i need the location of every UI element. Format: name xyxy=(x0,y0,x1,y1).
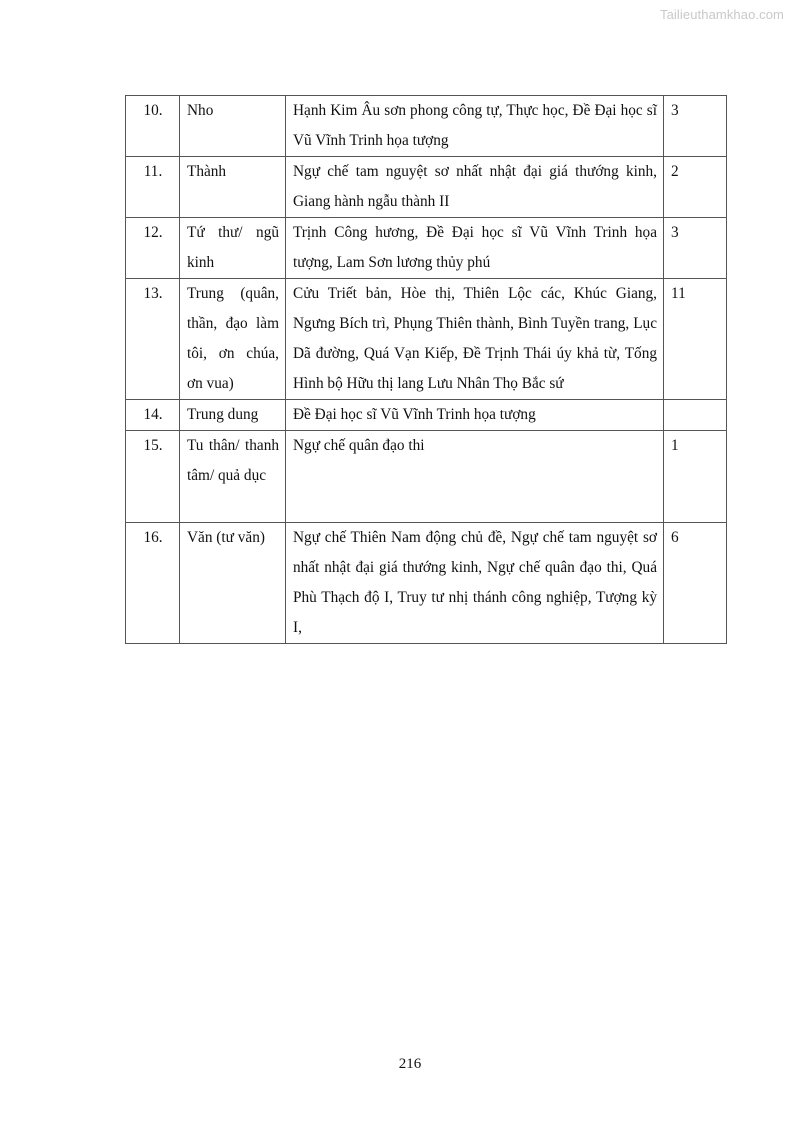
count-cell: 1 xyxy=(664,431,727,523)
count-cell xyxy=(664,400,727,431)
topic-cell: Trung dung xyxy=(180,400,286,431)
table-row xyxy=(126,96,727,157)
works-cell: Trịnh Công hương, Đề Đại học sĩ Vũ Vĩnh Trinh họa tượng, Lam Sơn lương thủy phú xyxy=(286,218,664,279)
count-cell: 3 xyxy=(664,96,727,157)
table-row xyxy=(126,523,727,644)
topic-cell: Văn (tư văn) xyxy=(180,523,286,644)
row-number: 14. xyxy=(126,400,180,431)
row-number: 12. xyxy=(126,218,180,279)
row-number: 16. xyxy=(126,523,180,644)
table-row xyxy=(126,279,727,400)
table-row xyxy=(126,218,727,279)
topic-cell: Tứ thư/ ngũ kinh xyxy=(180,218,286,279)
table-row xyxy=(126,400,727,431)
works-cell: Đề Đại học sĩ Vũ Vĩnh Trinh họa tượng xyxy=(286,400,664,431)
row-number: 11. xyxy=(126,157,180,218)
count-cell: 2 xyxy=(664,157,727,218)
topic-cell: Thành xyxy=(180,157,286,218)
count-cell: 3 xyxy=(664,218,727,279)
watermark: Tailieuthamkhao.com xyxy=(659,7,784,22)
row-number: 10. xyxy=(126,96,180,157)
row-number: 15. xyxy=(126,431,180,523)
topic-cell: Trung (quân, thần, đạo làm tôi, ơn chúa, ơn vua) xyxy=(180,279,286,400)
works-cell: Cửu Triết bản, Hòe thị, Thiên Lộc các, Khúc Giang, Ngưng Bích trì, Phụng Thiên thành, Bình Tuyền trang, Lục Dã đường, Quá Vạn Kiếp, Đề Trịnh Thái úy khả từ, Tống Hình bộ Hữu thị lang Lưu Nhân Thọ Bắc sứ xyxy=(286,279,664,400)
count-cell: 11 xyxy=(664,279,727,400)
topics-table xyxy=(125,95,727,644)
works-cell: Ngự chế quân đạo thi xyxy=(286,431,664,523)
row-number: 13. xyxy=(126,279,180,400)
works-cell: Ngự chế tam nguyệt sơ nhất nhật đại giá thướng kinh, Giang hành ngẫu thành II xyxy=(286,157,664,218)
count-cell: 6 xyxy=(664,523,727,644)
page-number: 216 xyxy=(398,1056,422,1072)
topic-cell: Nho xyxy=(180,96,286,157)
topic-cell: Tu thân/ thanh tâm/ quả dục xyxy=(180,431,286,523)
table-row xyxy=(126,157,727,218)
works-cell: Ngự chế Thiên Nam động chủ đề, Ngự chế tam nguyệt sơ nhất nhật đại giá thướng kinh, Ngự chế quân đạo thi, Quá Phù Thạch độ I, Truy tư nhị thánh công nghiệp, Tượng kỳ I, xyxy=(286,523,664,644)
works-cell: Hạnh Kim Âu sơn phong công tự, Thực học, Đề Đại học sĩ Vũ Vĩnh Trinh họa tượng xyxy=(286,96,664,157)
table-row xyxy=(126,431,727,523)
